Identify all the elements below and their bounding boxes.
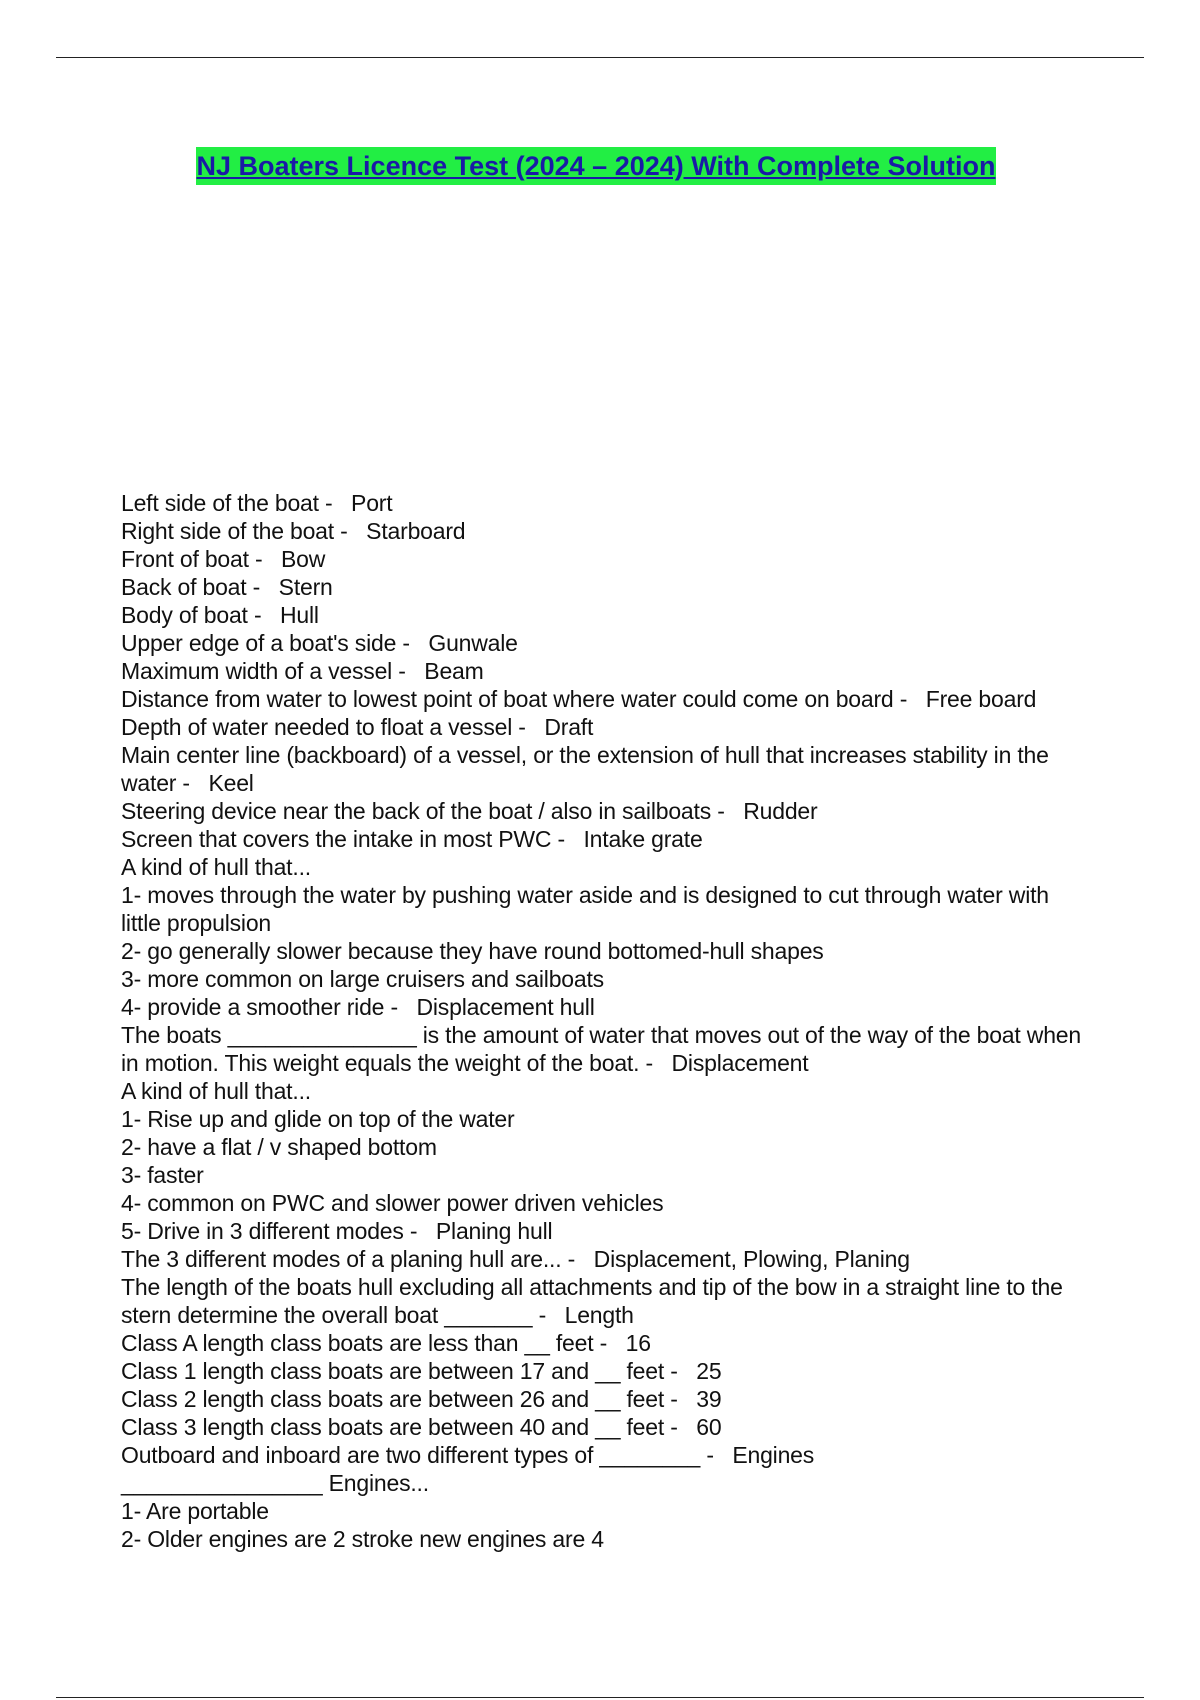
- qa-line: Main center line (backboard) of a vessel, or the extension of hull that increases stability in the: [121, 742, 1049, 768]
- qa-line: ________________ Engines...: [121, 1470, 429, 1496]
- qa-line: 4- provide a smoother ride - Displacement hull: [121, 994, 595, 1020]
- document-title: NJ Boaters Licence Test (2024 – 2024) With Complete Solution: [196, 147, 997, 185]
- qa-line: in motion. This weight equals the weight of the boat. - Displacement: [121, 1050, 809, 1076]
- qa-line: 2- go generally slower because they have round bottomed-hull shapes: [121, 938, 824, 964]
- qa-line: 1- Are portable: [121, 1498, 269, 1524]
- qa-line: The length of the boats hull excluding all attachments and tip of the bow in a straight line to the: [121, 1274, 1063, 1300]
- qa-line: Back of boat - Stern: [121, 574, 333, 600]
- qa-line: Class 3 length class boats are between 40 and __ feet - 60: [121, 1414, 722, 1440]
- qa-line: 3- more common on large cruisers and sailboats: [121, 966, 604, 992]
- qa-line: little propulsion: [121, 910, 272, 936]
- qa-line: A kind of hull that...: [121, 854, 311, 880]
- qa-line: Class 1 length class boats are between 17 and __ feet - 25: [121, 1358, 722, 1384]
- qa-line: 2- have a flat / v shaped bottom: [121, 1134, 437, 1160]
- qa-line: 1- moves through the water by pushing water aside and is designed to cut through water with: [121, 882, 1049, 908]
- qa-line: Screen that covers the intake in most PWC - Intake grate: [121, 826, 703, 852]
- qa-line: 4- common on PWC and slower power driven vehicles: [121, 1190, 664, 1216]
- title-container: [0, 147, 1200, 185]
- qa-list: [121, 489, 1141, 1553]
- qa-line: Right side of the boat - Starboard: [121, 518, 466, 544]
- qa-line: Front of boat - Bow: [121, 546, 326, 572]
- qa-line: 5- Drive in 3 different modes - Planing hull: [121, 1218, 553, 1244]
- qa-line: Maximum width of a vessel - Beam: [121, 658, 484, 684]
- qa-line: Steering device near the back of the boat / also in sailboats - Rudder: [121, 798, 818, 824]
- header-rule: [56, 57, 1144, 58]
- qa-line: Upper edge of a boat's side - Gunwale: [121, 630, 518, 656]
- qa-line: Depth of water needed to float a vessel - Draft: [121, 714, 594, 740]
- qa-line: Distance from water to lowest point of boat where water could come on board - Free board: [121, 686, 1037, 712]
- qa-line: 1- Rise up and glide on top of the water: [121, 1106, 515, 1132]
- footer-rule: [56, 1697, 1144, 1698]
- qa-line: Body of boat - Hull: [121, 602, 319, 628]
- qa-line: stern determine the overall boat _______ - Length: [121, 1302, 634, 1328]
- qa-line: Left side of the boat - Port: [121, 490, 393, 516]
- qa-line: water - Keel: [121, 770, 254, 796]
- qa-line: 2- Older engines are 2 stroke new engines are 4: [121, 1526, 604, 1552]
- qa-line: The 3 different modes of a planing hull are... - Displacement, Plowing, Planing: [121, 1246, 910, 1272]
- qa-line: 3- faster: [121, 1162, 204, 1188]
- qa-line: A kind of hull that...: [121, 1078, 311, 1104]
- qa-line: Outboard and inboard are two different types of ________ - Engines: [121, 1442, 815, 1468]
- qa-line: Class A length class boats are less than __ feet - 16: [121, 1330, 651, 1356]
- qa-line: Class 2 length class boats are between 26 and __ feet - 39: [121, 1386, 722, 1412]
- qa-line: The boats _______________ is the amount of water that moves out of the way of the boat when: [121, 1022, 1081, 1048]
